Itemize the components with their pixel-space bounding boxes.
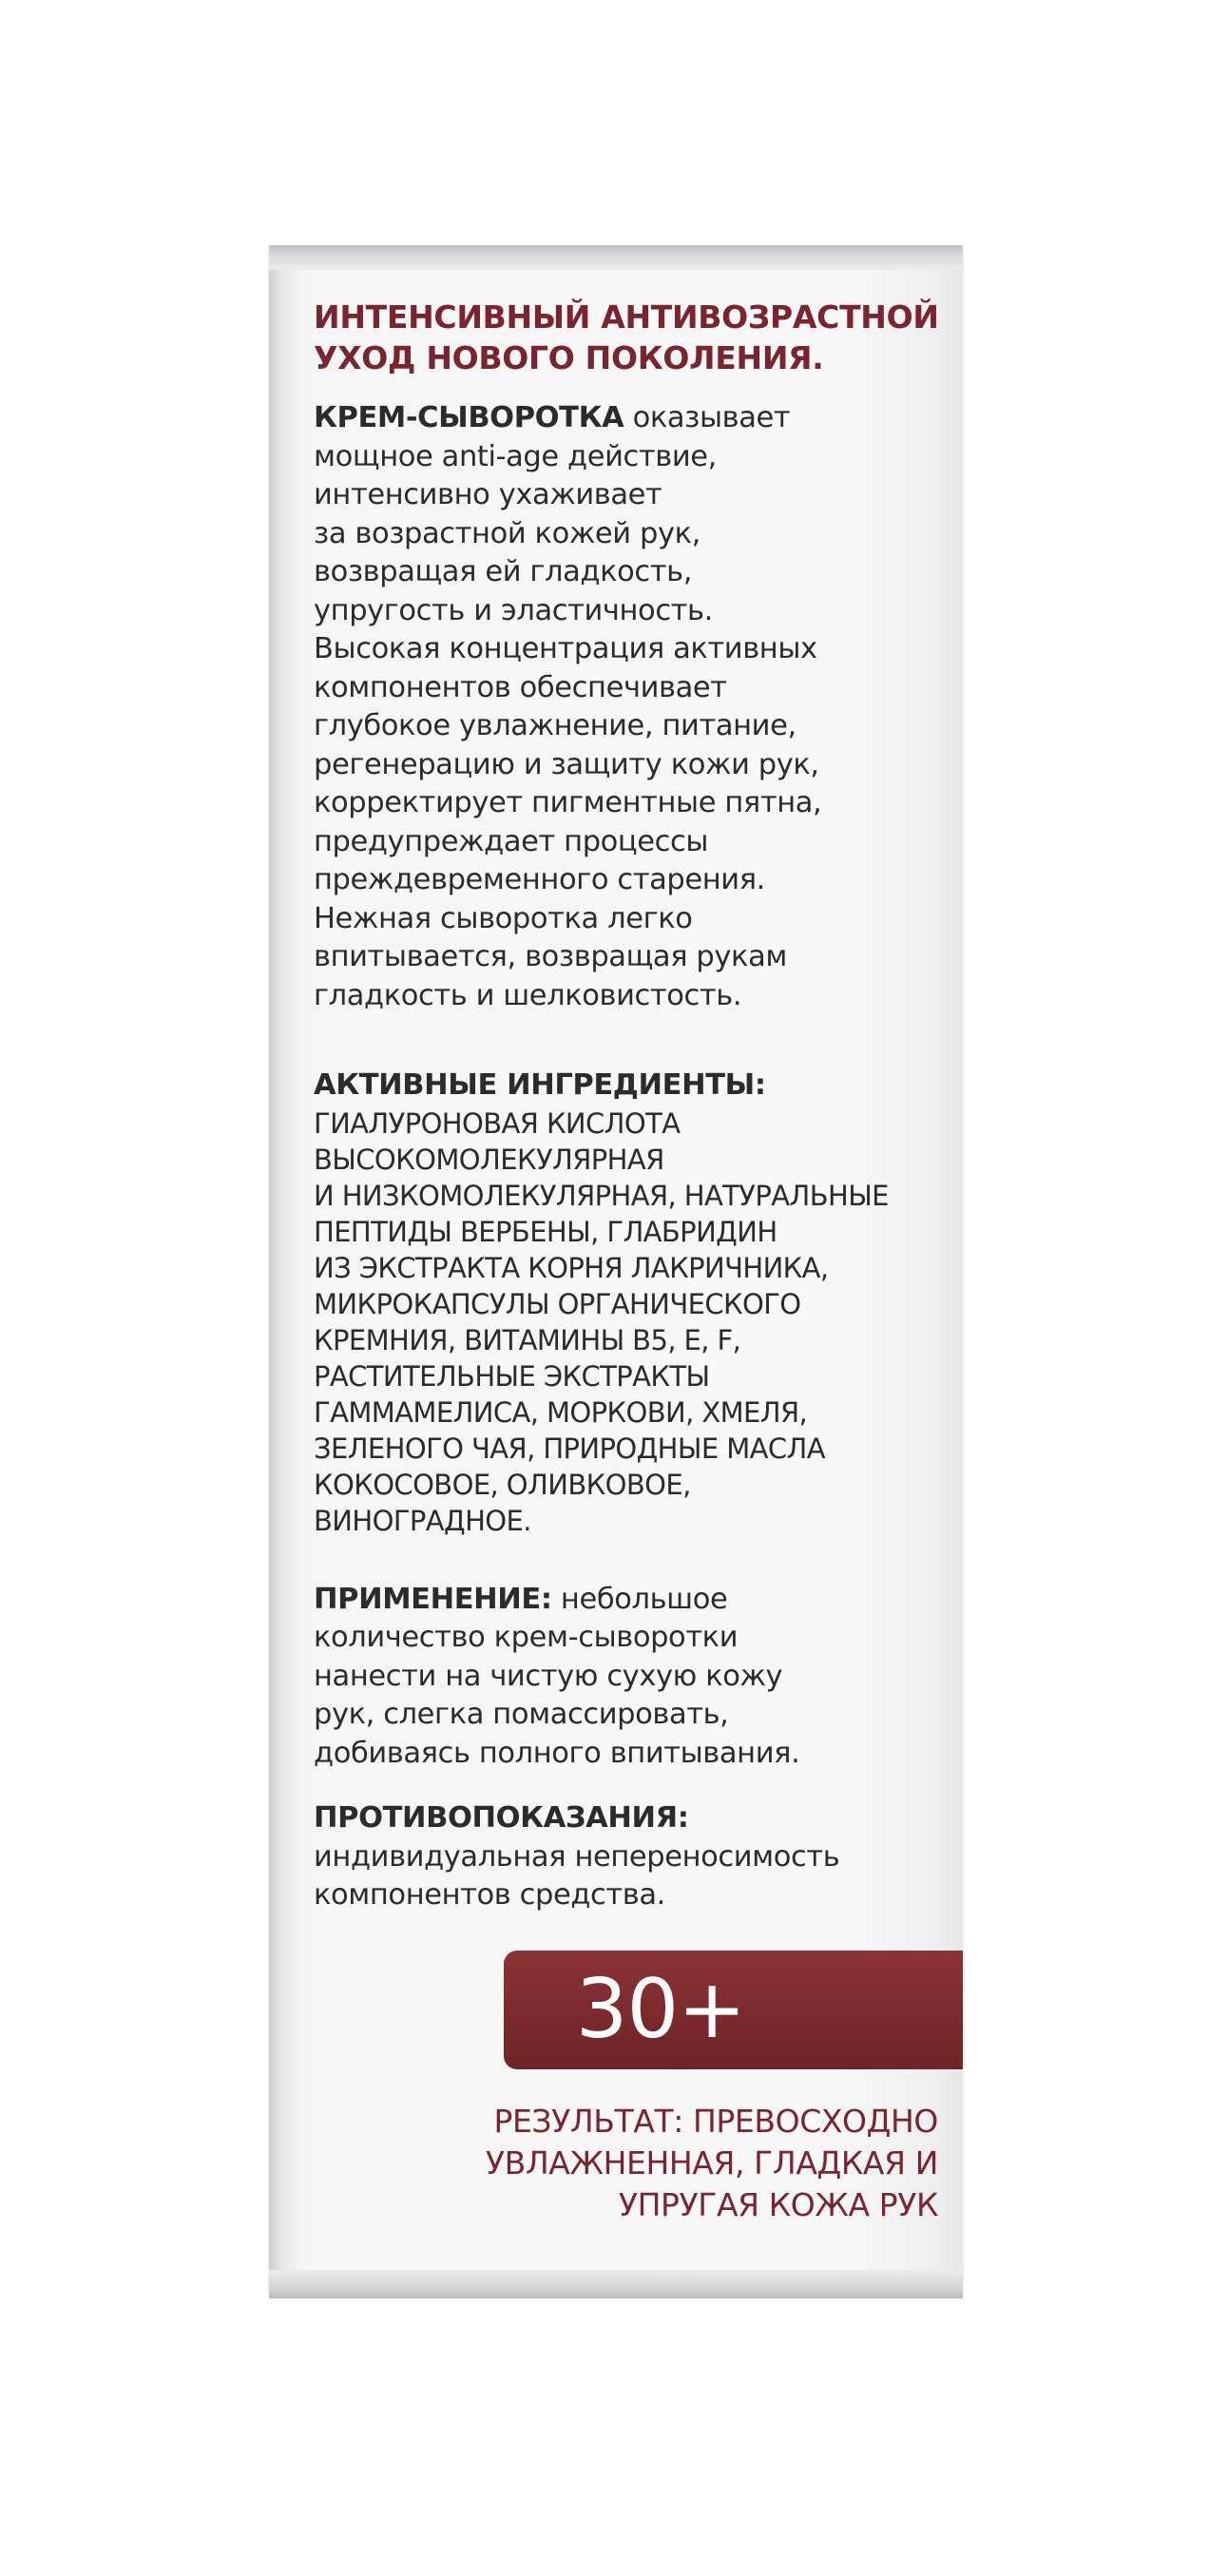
ingredient-line: ВИНОГРАДНОЕ.: [314, 1504, 531, 1537]
contraindications-line: индивидуальная непереносимость: [314, 1839, 840, 1874]
usage-first-line: [314, 1581, 960, 1620]
product-name: КРЕМ-СЫВОРОТКА: [314, 401, 624, 434]
description-line: корректирует пигментные пятна,: [314, 786, 822, 819]
description-line: впитывается, возвращая рукам: [314, 940, 787, 973]
description-line: предупреждает процессы: [314, 824, 709, 858]
ingredients-title: АКТИВНЫЕ ИНГРЕДИЕНТЫ:: [314, 1068, 766, 1102]
ingredient-line: МИКРОКАПСУЛЫ ОРГАНИЧЕСКОГО: [314, 1287, 801, 1320]
description-line: упругость и эластичность.: [314, 593, 713, 627]
description-line: Высокая концентрация активных: [314, 632, 817, 665]
description-line: возвращая ей гладкость,: [314, 555, 693, 588]
usage-section: [314, 1581, 960, 1774]
ingredient-line: ЗЕЛЕНОГО ЧАЯ, ПРИРОДНЫЕ МАСЛА: [314, 1432, 825, 1465]
contraindications-line: компонентов средства.: [314, 1878, 665, 1912]
ingredient-line: И НИЗКОМОЛЕКУЛЯРНАЯ, НАТУРАЛЬНЫЕ: [314, 1179, 889, 1212]
description-line: компонентов обеспечивает: [314, 670, 727, 704]
usage-line: нанести на чистую сухую кожу: [314, 1659, 783, 1693]
ingredient-line: РАСТИТЕЛЬНЫЕ ЭКСТРАКТЫ: [314, 1359, 710, 1393]
headline-line: УХОД НОВОГО ПОКОЛЕНИЯ.: [314, 339, 824, 376]
description-first-line: [314, 399, 960, 438]
ingredient-line: ГИАЛУРОНОВАЯ КИСЛОТА: [314, 1106, 681, 1140]
headline-line: ИНТЕНСИВНЫЙ АНТИВОЗРАСТНОЙ: [314, 298, 939, 336]
product-description: [314, 399, 960, 1015]
ingredient-line: ИЗ ЭКСТРАКТА КОРНЯ ЛАКРИЧНИКА,: [314, 1251, 829, 1284]
description-line: за возрастной кожей рук,: [314, 516, 700, 550]
description-line: глубокое увлажнение, питание,: [314, 709, 796, 742]
age-badge-label: 30+: [575, 1962, 746, 2057]
description-line: регенерацию и защиту кожи рук,: [314, 747, 819, 781]
package-bottom-edge: [269, 2270, 963, 2298]
description-line: Нежная сыворотка легко: [314, 901, 693, 935]
contraindications-title: ПРОТИВОПОКАЗАНИЯ:: [314, 1801, 689, 1835]
description-line: гладкость и шелковистость.: [314, 978, 742, 1012]
ingredient-line: ВЫСОКОМОЛЕКУЛЯРНАЯ: [314, 1143, 664, 1176]
ingredient-line: ПЕПТИДЫ ВЕРБЕНЫ, ГЛАБРИДИН: [314, 1215, 777, 1248]
ingredients-section: [314, 1067, 960, 1539]
age-badge: [504, 1951, 963, 2069]
package-text-block: [314, 297, 960, 1915]
headline: [314, 297, 960, 378]
result-line: РЕЗУЛЬТАТ: ПРЕВОСХОДНО: [493, 2103, 938, 2140]
result-line: УВЛАЖНЕННАЯ, ГЛАДКАЯ И: [485, 2144, 938, 2182]
result-statement: [406, 2101, 938, 2226]
ingredient-line: ГАММАМЕЛИСА, МОРКОВИ, ХМЕЛЯ,: [314, 1395, 808, 1429]
package-top-edge: [269, 245, 963, 270]
description-line: интенсивно ухаживает: [314, 478, 662, 511]
description-first-rest: оказывает: [624, 401, 791, 434]
usage-line: рук, слегка помассировать,: [314, 1698, 729, 1731]
usage-line: добиваясь полного впитывания.: [314, 1736, 800, 1770]
usage-title: ПРИМЕНЕНИЕ:: [314, 1582, 552, 1616]
contraindications-section: [314, 1799, 960, 1915]
ingredient-line: КРЕМНИЯ, ВИТАМИНЫ В5, Е, F,: [314, 1323, 741, 1356]
usage-line: количество крем-сыворотки: [314, 1621, 739, 1654]
usage-first-rest: небольшое: [551, 1582, 728, 1616]
description-line: мощное anti-age действие,: [314, 439, 717, 473]
result-line: УПРУГАЯ КОЖА РУК: [618, 2186, 938, 2223]
ingredients-list: [314, 1105, 960, 1539]
ingredient-line: КОКОСОВОЕ, ОЛИВКОВОЕ,: [314, 1468, 691, 1501]
description-line: преждевременного старения.: [314, 863, 765, 896]
